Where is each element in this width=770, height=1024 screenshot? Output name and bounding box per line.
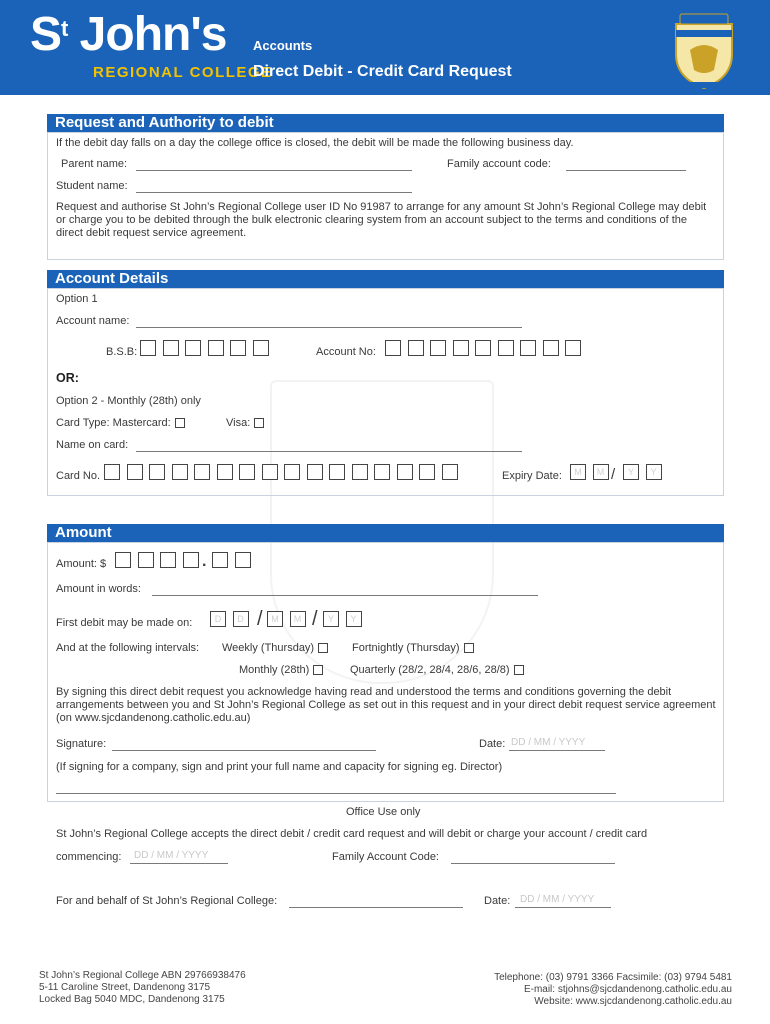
- bsb-label: B.S.B:: [106, 346, 138, 358]
- signature-field[interactable]: [112, 750, 376, 751]
- bsb-digit-box[interactable]: [140, 340, 156, 356]
- quarterly-checkbox[interactable]: [514, 665, 524, 675]
- company-note: (If signing for a company, sign and print your full name and capacity for signing eg. Director): [56, 761, 503, 773]
- account-no-label: Account No:: [316, 346, 376, 358]
- expiry-digit-box[interactable]: M: [593, 464, 609, 480]
- monthly-text: Monthly (28th): [239, 664, 310, 676]
- first-debit-sep-2: /: [312, 608, 318, 630]
- bsb-digit-box[interactable]: [185, 340, 201, 356]
- bsb-digit-box[interactable]: [208, 340, 224, 356]
- footer-street: 5-11 Caroline Street, Dandenong 3175: [39, 982, 211, 993]
- account-name-field[interactable]: [136, 327, 522, 328]
- monthly-option: [239, 664, 323, 677]
- first-debit-day-box[interactable]: D: [233, 611, 249, 627]
- monthly-checkbox[interactable]: [313, 665, 323, 675]
- card-no-digit-box[interactable]: [329, 464, 345, 480]
- account-no-digit-box[interactable]: [520, 340, 536, 356]
- visa-label: [226, 417, 264, 430]
- date-label: Date:: [479, 738, 506, 750]
- card-type-label: [56, 417, 185, 430]
- weekly-text: Weekly (Thursday): [222, 642, 315, 654]
- card-no-digit-box[interactable]: [307, 464, 323, 480]
- fortnightly-checkbox[interactable]: [464, 643, 474, 653]
- first-debit-label: First debit may be made on:: [56, 617, 193, 629]
- family-code-field[interactable]: [566, 170, 686, 171]
- account-no-digit-box[interactable]: [453, 340, 469, 356]
- expiry-label: Expiry Date:: [502, 470, 562, 482]
- logo-superscript: t: [61, 16, 68, 41]
- signature-label: Signature:: [56, 738, 107, 750]
- commencing-date-placeholder: DD / MM / YYYY: [134, 850, 209, 861]
- account-no-digit-box[interactable]: [565, 340, 581, 356]
- name-on-card-label: Name on card:: [56, 439, 129, 451]
- card-no-label: Card No.: [56, 470, 101, 482]
- card-no-digit-box[interactable]: [284, 464, 300, 480]
- family-code-label: Family account code:: [447, 158, 551, 170]
- bsb-digit-box[interactable]: [163, 340, 179, 356]
- bsb-digit-box[interactable]: [230, 340, 246, 356]
- amount-digit-box[interactable]: [138, 552, 154, 568]
- amount-words-label: Amount in words:: [56, 583, 141, 595]
- amount-digit-box[interactable]: [183, 552, 199, 568]
- option1-label: Option 1: [56, 293, 98, 305]
- card-no-digit-box[interactable]: [127, 464, 143, 480]
- weekly-checkbox[interactable]: [318, 643, 328, 653]
- student-name-label: Student name:: [56, 180, 128, 192]
- footer-phone: Telephone: (03) 9791 3366 Facsimile: (03) 9794 5481: [494, 972, 732, 983]
- expiry-digit-box[interactable]: M: [570, 464, 586, 480]
- card-no-digit-box[interactable]: [442, 464, 458, 480]
- signature-date-placeholder: DD / MM / YYYY: [511, 737, 586, 748]
- bsb-digit-box[interactable]: [253, 340, 269, 356]
- office-date-placeholder: DD / MM / YYYY: [520, 894, 595, 905]
- or-label: OR:: [56, 371, 79, 385]
- account-name-label: Account name:: [56, 315, 130, 327]
- logo-subtitle: REGIONAL COLLEGE: [93, 64, 273, 81]
- card-no-digit-box[interactable]: [194, 464, 210, 480]
- request-panel: [47, 132, 724, 260]
- college-crest-icon: [670, 10, 738, 90]
- footer-website: Website: www.sjcdandenong.catholic.edu.au: [534, 996, 732, 1007]
- account-no-digit-box[interactable]: [408, 340, 424, 356]
- quarterly-text: Quarterly (28/2, 28/4, 28/6, 28/8): [350, 664, 510, 676]
- name-on-card-field[interactable]: [136, 451, 522, 452]
- footer-postal: Locked Bag 5040 MDC, Dandenong 3175: [39, 994, 225, 1005]
- intervals-label: And at the following intervals:: [56, 642, 200, 654]
- signature-date-field[interactable]: [509, 750, 605, 751]
- section-heading-request: Request and Authority to debit: [47, 114, 724, 132]
- account-no-digit-box[interactable]: [543, 340, 559, 356]
- card-no-digit-box[interactable]: [397, 464, 413, 480]
- department-label: Accounts: [253, 38, 313, 53]
- card-no-digit-box[interactable]: [149, 464, 165, 480]
- parent-name-field[interactable]: [136, 170, 412, 171]
- card-no-digit-box[interactable]: [352, 464, 368, 480]
- card-type-text: Card Type: Mastercard:: [56, 417, 171, 429]
- card-no-digit-box[interactable]: [262, 464, 278, 480]
- account-no-digit-box[interactable]: [475, 340, 491, 356]
- card-no-digit-box[interactable]: [172, 464, 188, 480]
- amount-cents-box[interactable]: [212, 552, 228, 568]
- accept-text: St John’s Regional College accepts the direct debit / credit card request and will debit or charge your account / credit card: [56, 828, 648, 840]
- visa-checkbox[interactable]: [254, 418, 264, 428]
- amount-cents-box[interactable]: [235, 552, 251, 568]
- visa-text: Visa:: [226, 417, 251, 429]
- company-name-field[interactable]: [56, 793, 616, 794]
- office-family-code-field[interactable]: [451, 863, 615, 864]
- amount-digit-box[interactable]: [115, 552, 131, 568]
- option2-label: Option 2 - Monthly (28th) only: [56, 395, 201, 407]
- account-no-digit-box[interactable]: [498, 340, 514, 356]
- amount-words-field[interactable]: [152, 595, 538, 596]
- office-use-label: Office Use only: [346, 806, 421, 818]
- mastercard-checkbox[interactable]: [175, 418, 185, 428]
- debit-day-note: If the debit day falls on a day the college office is closed, the debit will be made the following business day.: [56, 137, 574, 149]
- footer-abn: St John’s Regional College ABN 29766938476: [39, 970, 246, 981]
- office-date-field[interactable]: [515, 907, 611, 908]
- page-header: [0, 0, 770, 95]
- expiry-digit-box[interactable]: Y: [646, 464, 662, 480]
- amount-label: Amount: $: [56, 558, 107, 570]
- authority-text: Request and authorise St John’s Regional College user ID No 91987 to arrange for any amount St John’s Regional College may debit or charge you to be debited through the bulk electronic clearing system from an account subject to the terms and conditions of the direct debit request service agreement.: [56, 201, 707, 239]
- section-heading-amount: Amount: [47, 524, 724, 542]
- amount-decimal-point: .: [202, 553, 207, 570]
- fortnightly-option: [352, 642, 474, 655]
- card-no-digit-box[interactable]: [239, 464, 255, 480]
- expiry-separator: /: [611, 466, 616, 483]
- card-no-digit-box[interactable]: [104, 464, 120, 480]
- amount-digit-box[interactable]: [160, 552, 176, 568]
- fortnightly-text: Fortnightly (Thursday): [352, 642, 460, 654]
- section-heading-account: Account Details: [47, 270, 724, 288]
- card-no-digit-box[interactable]: [374, 464, 390, 480]
- first-debit-sep-1: /: [257, 608, 263, 630]
- quarterly-option: [350, 664, 524, 677]
- first-debit-month-box[interactable]: M: [267, 611, 283, 627]
- behalf-signature-field[interactable]: [289, 907, 463, 908]
- account-no-digit-box[interactable]: [430, 340, 446, 356]
- first-debit-day-box[interactable]: D: [210, 611, 226, 627]
- first-debit-year-box[interactable]: Y: [323, 611, 339, 627]
- agreement-text: By signing this direct debit request you acknowledge having read and understood the terms and conditions governing the debit arrangements between you and St John’s Regional College as set out in this request and in your direct debit request service agreement (on www.sjcdandenong.catholic.edu.au): [56, 686, 716, 724]
- first-debit-year-box[interactable]: Y: [346, 611, 362, 627]
- card-no-digit-box[interactable]: [419, 464, 435, 480]
- card-no-digit-box[interactable]: [217, 464, 233, 480]
- office-family-code-label: Family Account Code:: [332, 851, 439, 863]
- expiry-digit-box[interactable]: Y: [623, 464, 639, 480]
- student-name-field[interactable]: [136, 192, 412, 193]
- commencing-label: commencing:: [56, 851, 122, 863]
- office-date-label: Date:: [484, 895, 511, 907]
- parent-name-label: Parent name:: [61, 158, 128, 170]
- commencing-date-field[interactable]: [130, 863, 228, 864]
- footer-email: E-mail: stjohns@sjcdandenong.catholic.edu.au: [523, 984, 732, 995]
- account-no-digit-box[interactable]: [385, 340, 401, 356]
- weekly-option: [222, 642, 328, 655]
- first-debit-month-box[interactable]: M: [290, 611, 306, 627]
- logo-name: John's: [67, 8, 227, 61]
- page-title: Direct Debit - Credit Card Request: [253, 63, 512, 80]
- college-logo: $S^t$ John's: [30, 8, 227, 61]
- behalf-label: For and behalf of St John’s Regional College:: [56, 895, 278, 907]
